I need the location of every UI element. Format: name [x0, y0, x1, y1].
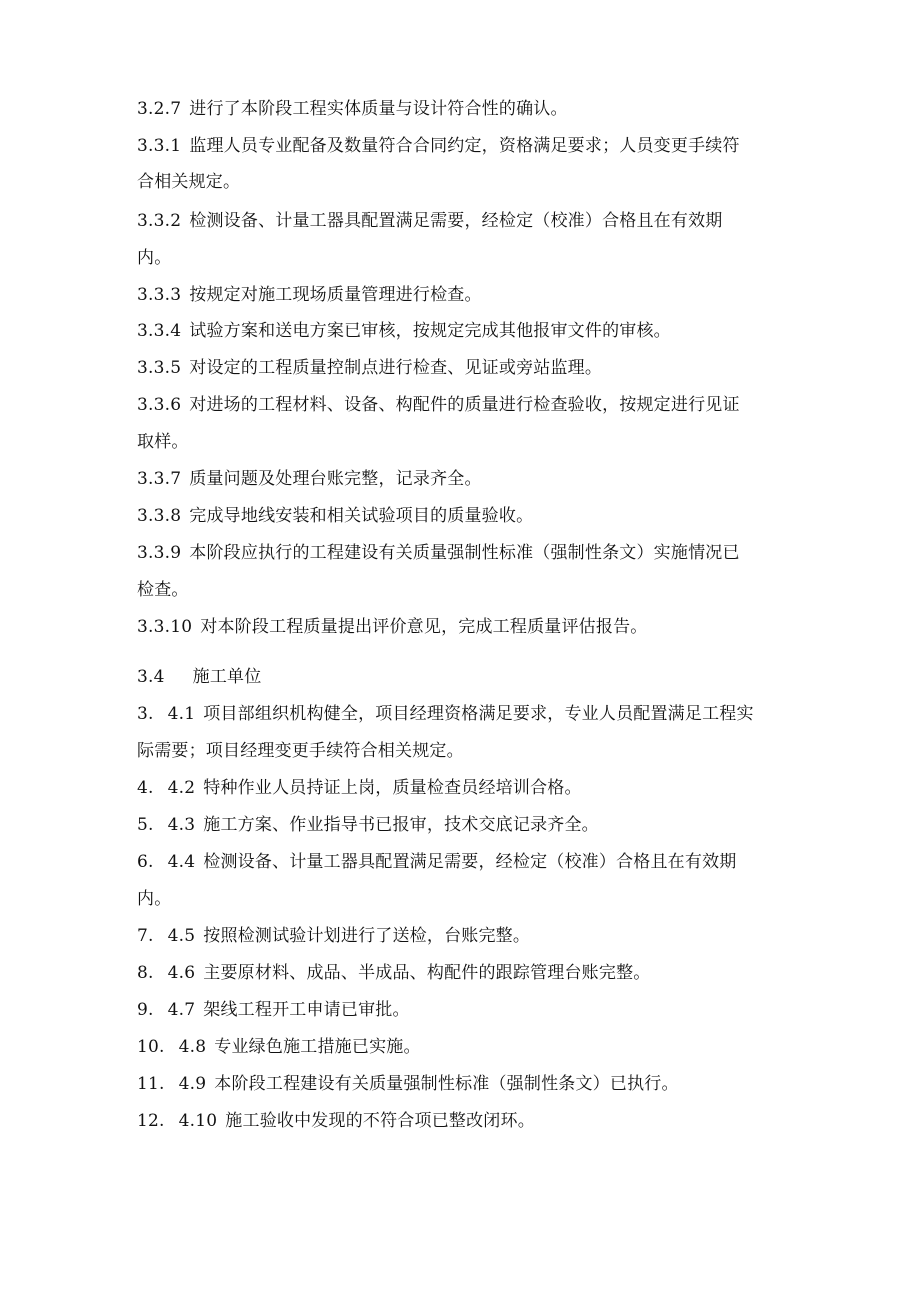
subclause-4-3: [137, 815, 599, 835]
clause-text: 对本阶段工程质量提出评价意见，完成工程质量评估报告。: [200, 617, 648, 637]
clause-text: 本阶段应执行的工程建设有关质量强制性标准（强制性条文）实施情况已: [189, 543, 740, 563]
clause-3-3-2: [137, 211, 722, 231]
clause-3-3-7: [137, 469, 482, 489]
subclause-4-5: [137, 926, 530, 946]
clause-text: 对进场的工程材料、设备、构配件的质量进行检查验收，按规定进行见证: [189, 395, 740, 415]
list-prefix: 4.: [137, 778, 154, 798]
clause-text: 主要原材料、成品、半成品、构配件的跟踪管理台账完整。: [203, 963, 651, 983]
subclause-4-1-continuation: 际需要；项目经理变更手续符合相关规定。: [137, 741, 464, 761]
list-prefix: 12.: [137, 1111, 165, 1131]
section-title: 施工单位: [192, 667, 262, 687]
clause-text: 质量问题及处理台账完整，记录齐全。: [189, 469, 482, 489]
clause-number: 4.5: [167, 926, 196, 946]
clause-number: 3.3.8: [137, 506, 182, 526]
clause-3-3-1-continuation: 合相关规定。: [137, 172, 241, 192]
clause-3-3-9: [137, 543, 740, 563]
subclause-4-6: [137, 963, 650, 983]
clause-number: 3.3.5: [137, 358, 182, 378]
section-number: 3.4: [137, 667, 165, 687]
clause-number: 4.2: [167, 778, 196, 798]
clause-3-3-6: [137, 395, 740, 415]
subclause-4-1: [137, 704, 754, 724]
clause-number: 3.3.7: [137, 469, 182, 489]
clause-number: 4.8: [178, 1037, 207, 1057]
clause-text: 特种作业人员持证上岗，质量检查员经培训合格。: [203, 778, 582, 798]
clause-number: 3.3.1: [137, 136, 182, 156]
clause-text: 本阶段工程建设有关质量强制性标准（强制性条文）已执行。: [214, 1074, 679, 1094]
subclause-4-4: [137, 852, 736, 872]
clause-text: 对设定的工程质量控制点进行检查、见证或旁站监理。: [189, 358, 603, 378]
clause-text: 完成导地线安装和相关试验项目的质量验收。: [189, 506, 534, 526]
clause-text: 进行了本阶段工程实体质量与设计符合性的确认。: [189, 99, 568, 119]
clause-number: 3.3.3: [137, 285, 182, 305]
clause-3-3-10: [137, 617, 647, 637]
clause-number: 4.1: [167, 704, 196, 724]
subclause-4-4-continuation: 内。: [137, 889, 172, 909]
clause-number: 4.6: [167, 963, 196, 983]
clause-number: 3.2.7: [137, 99, 182, 119]
clause-text: 施工方案、作业指导书已报审，技术交底记录齐全。: [203, 815, 599, 835]
clause-3-3-8: [137, 506, 533, 526]
clause-3-3-3: [137, 285, 482, 305]
list-prefix: 6.: [137, 852, 154, 872]
clause-3-3-2-continuation: 内。: [137, 248, 172, 268]
section-heading: [137, 667, 261, 687]
clause-text: 按照检测试验计划进行了送检，台账完整。: [203, 926, 531, 946]
clause-3-3-4: [137, 321, 671, 341]
clause-text: 架线工程开工申请已审批。: [203, 1000, 410, 1020]
list-prefix: 8.: [137, 963, 154, 983]
list-prefix: 9.: [137, 1000, 154, 1020]
list-prefix: 5.: [137, 815, 154, 835]
clause-3-2-7: [137, 99, 568, 119]
clause-text: 检测设备、计量工器具配置满足需要，经检定（校准）合格且在有效期: [203, 852, 737, 872]
clause-number: 3.3.4: [137, 321, 182, 341]
clause-number: 4.9: [178, 1074, 207, 1094]
subclause-4-7: [137, 1000, 410, 1020]
clause-3-3-1: [137, 136, 740, 156]
list-prefix: 3.: [137, 704, 154, 724]
clause-number: 3.3.2: [137, 211, 182, 231]
clause-text: 按规定对施工现场质量管理进行检查。: [189, 285, 482, 305]
clause-number: 4.3: [167, 815, 196, 835]
clause-text: 专业绿色施工措施已实施。: [214, 1037, 421, 1057]
clause-3-3-9-continuation: 检查。: [137, 580, 189, 600]
subclause-4-9: [137, 1074, 679, 1094]
clause-3-3-5: [137, 358, 602, 378]
clause-number: 3.3.10: [137, 617, 193, 637]
clause-text: 试验方案和送电方案已审核，按规定完成其他报审文件的审核。: [189, 321, 671, 341]
clause-text: 监理人员专业配备及数量符合合同约定，资格满足要求；人员变更手续符: [189, 136, 740, 156]
clause-text: 检测设备、计量工器具配置满足需要，经检定（校准）合格且在有效期: [189, 211, 723, 231]
clause-number: 4.7: [167, 1000, 196, 1020]
clause-number: 3.3.6: [137, 395, 182, 415]
list-prefix: 11.: [137, 1074, 165, 1094]
list-prefix: 10.: [137, 1037, 165, 1057]
subclause-4-10: [137, 1111, 535, 1131]
clause-text: 项目部组织机构健全，项目经理资格满足要求，专业人员配置满足工程实: [203, 704, 754, 724]
clause-number: 4.4: [167, 852, 196, 872]
list-prefix: 7.: [137, 926, 154, 946]
subclause-4-8: [137, 1037, 421, 1057]
clause-3-3-6-continuation: 取样。: [137, 432, 189, 452]
clause-number: 4.10: [178, 1111, 218, 1131]
clause-text: 施工验收中发现的不符合项已整改闭环。: [225, 1111, 535, 1131]
subclause-4-2: [137, 778, 582, 798]
clause-number: 3.3.9: [137, 543, 182, 563]
